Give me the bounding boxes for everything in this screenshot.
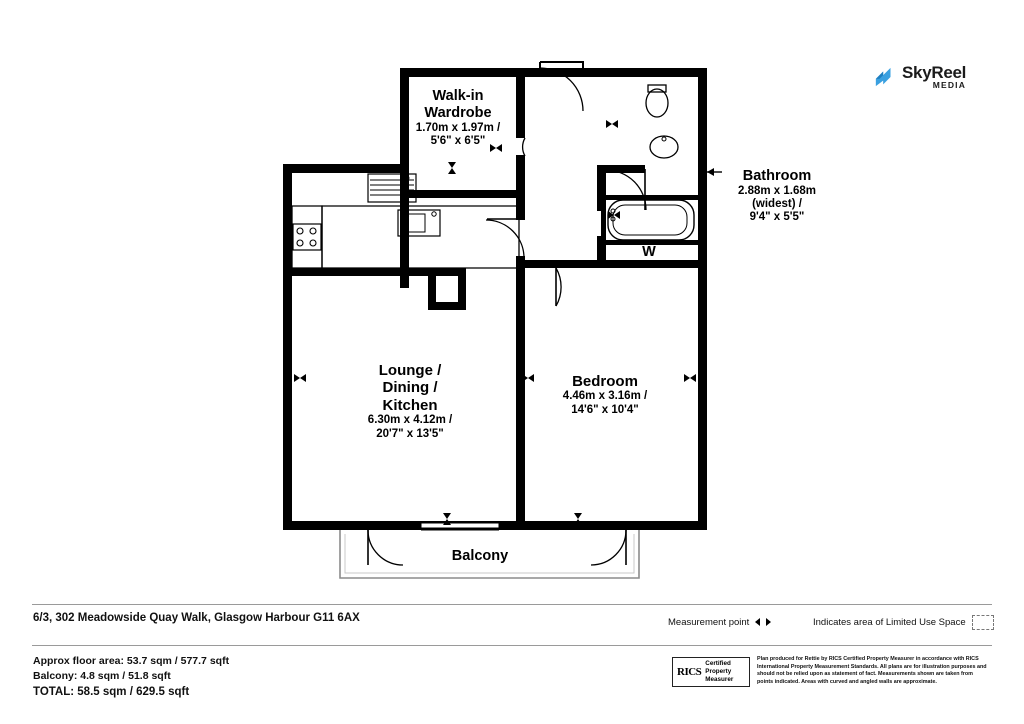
room-label-lounge [345,362,475,441]
wardrobe-dim-imperial: 5'6" x 6'5" [430,134,486,147]
legend-limited-label: Indicates area of Limited Use Space [813,617,966,628]
area-balcony: Balcony: 4.8 sqm / 51.8 sqft [33,670,171,683]
room-label-balcony [420,548,540,565]
logo-word-sky: Sky [902,63,932,83]
legend-limited-use [813,615,994,630]
bathroom-dim-imperial: 9'4" x 5'5" [749,211,805,224]
bedroom-dim-imperial: 14'6" x 10'4" [571,403,639,416]
room-label-bedroom [540,373,670,417]
divider-bottom [32,645,992,646]
logo-word-reel: Reel [931,63,967,83]
lounge-dim-metric: 6.30m x 4.12m / [367,414,453,427]
utility-name: W [642,244,656,260]
rics-badge [672,657,750,687]
room-label-wardrobe [398,88,518,148]
rics-line1: Certified [705,660,731,668]
rics-line3: Measurer [705,675,734,683]
divider-top [32,604,992,605]
legend-measurement-label: Measurement point [668,616,750,628]
measurement-point-icon [754,615,772,629]
rics-badge-text [705,660,733,684]
lounge-name-line3: Kitchen [382,396,438,414]
limited-use-swatch-icon [972,615,994,630]
disclaimer-text: Plan produced for Rettie by RICS Certified Property Measurer in accordance with RICS International Property Measurement Standards. All plans are for illustration purposes and should not be relied upon as statement of fact. Measurements shown are taken from points indicated. Areas with curved and angled walls are approximate. [757,656,987,686]
bedroom-name: Bedroom [572,373,638,390]
measurement-points [294,120,722,525]
property-address: 6/3, 302 Meadowside Quay Walk, Glasgow Harbour G11 6AX [33,612,360,624]
bathroom-dim-metric: 2.88m x 1.68m [737,184,816,197]
rics-line2: Property [705,668,732,676]
bedroom-dim-metric: 4.46m x 3.16m / [562,390,648,403]
legend-measurement-point [668,615,772,629]
area-total: TOTAL: 58.5 sqm / 629.5 sqft [33,686,190,699]
lounge-name-line1: Lounge / [378,362,442,379]
area-approx: Approx floor area: 53.7 sqm / 577.7 sqft [33,655,230,667]
logo-subtitle: MEDIA [932,80,967,91]
wardrobe-dim-metric: 1.70m x 1.97m / [415,121,501,134]
room-label-bathroom [712,168,842,225]
wardrobe-name-line1: Walk-in [432,88,484,104]
bathroom-dim-note: (widest) / [752,198,802,211]
lounge-name-line2: Dining / [382,379,438,397]
bathroom-name: Bathroom [742,168,812,184]
rics-mark-text: RICS [677,666,702,678]
lounge-dim-imperial: 20'7" x 13'5" [376,427,444,440]
balcony-name: Balcony [451,548,509,564]
room-label-utility [636,244,662,261]
wardrobe-name-line2: Wardrobe [424,104,492,121]
area-summary [33,654,229,701]
